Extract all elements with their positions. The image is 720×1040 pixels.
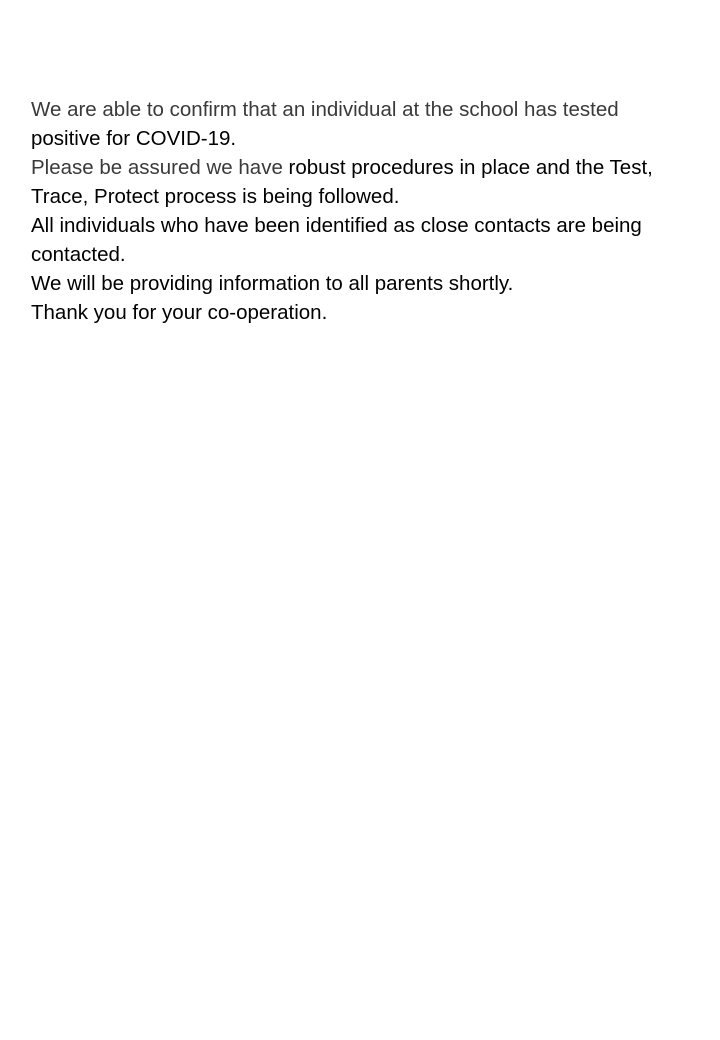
paragraph-thanks-end: Thank you for your co-operation. bbox=[31, 301, 328, 324]
paragraph-information bbox=[31, 269, 671, 298]
paragraph-contacts bbox=[31, 211, 671, 269]
paragraph-thanks bbox=[31, 298, 671, 327]
paragraph-information-end: We will be providing information to all parents shortly. bbox=[31, 272, 514, 295]
covid-notice bbox=[31, 95, 671, 327]
paragraph-contacts-end: All individuals who have been identified as close contacts are being contacted. bbox=[31, 214, 642, 266]
paragraph-assurance-end: robust procedures in place and the Test, Trace, Protect process is being followed. bbox=[31, 156, 653, 208]
paragraph-assurance bbox=[31, 153, 671, 211]
paragraph-assurance-start: Please be assured we have bbox=[31, 156, 283, 179]
paragraph-confirmation-start: We are able to confirm that an individual at the school has tested bbox=[31, 98, 619, 121]
paragraph-confirmation-end: positive for COVID-19. bbox=[31, 127, 237, 150]
paragraph-confirmation bbox=[31, 95, 671, 153]
